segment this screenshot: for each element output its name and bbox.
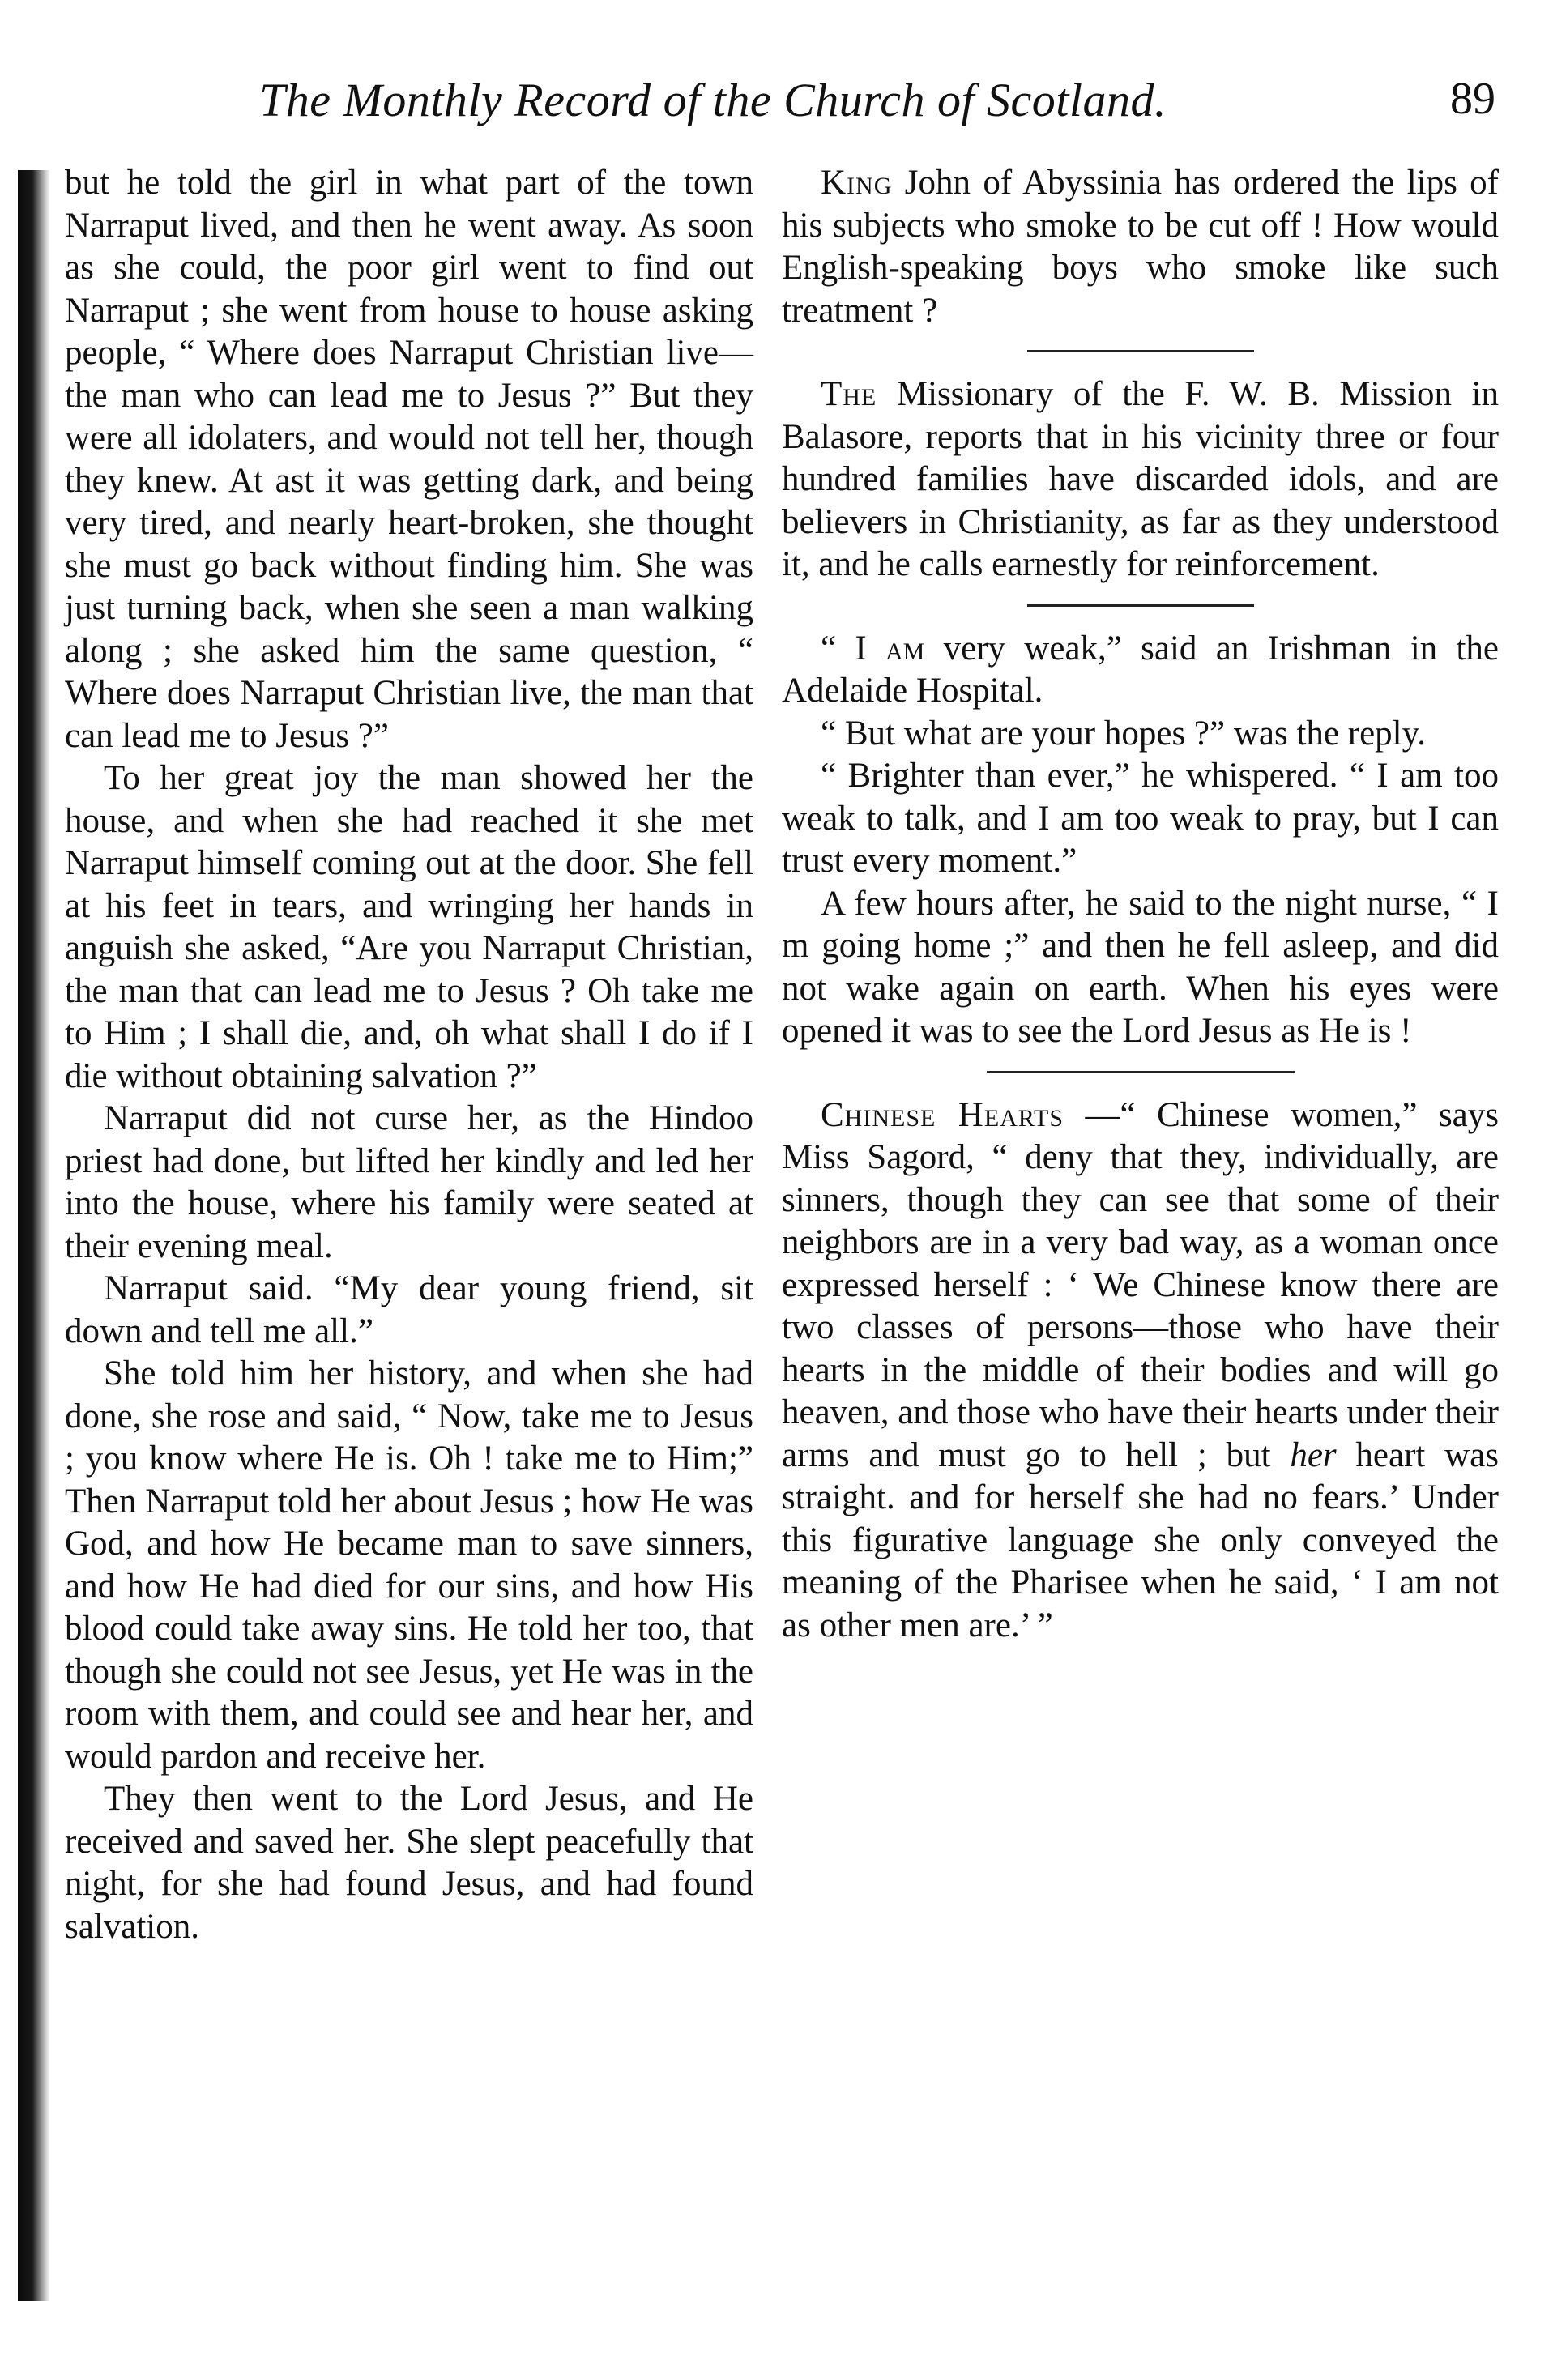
section-divider — [1027, 350, 1254, 352]
paragraph: They then went to the Lord Jesus, and He received and saved her. She slept peacefully that night, for she had found Jesus, and had found salvation. — [65, 1780, 753, 1946]
paragraph: Narraput did not curse her, as the Hindoo priest had done, but lifted her kindly and led her into the house, where his family were seated at their evening meal. — [65, 1099, 753, 1265]
paragraph: A few hours after, he said to the night nurse, “ I m going home ;” and then he fell asleep, and did not wake again on earth. When his eyes were opened it was to see the Lord Jesus as He is ! — [782, 884, 1499, 1050]
section-divider — [1027, 604, 1254, 607]
item-text: heart was straight. and for herself she had no fears.’ Under this figurative language she only conveyed the meaning of the Pharisee when he said, ‘ I am not as other men are.’ ” — [782, 1435, 1499, 1644]
news-item-abyssinia — [782, 162, 1499, 332]
paragraph: but he told the girl in what part of the town Narraput lived, and then he went away. As soon as she could, the poor girl went to find out Narraput ; she went from house to house asking people, “ Where does Narraput Christian live—the man who can lead me to Jesus ?” But they were all idolaters, and would not tell her, though they knew. At ast it was getting dark, and being very tired, and nearly heart-broken, she thought she must go back without finding him. She was just turning back, when she seen a man walking along ; she asked him the same question, “ Where does Narraput Christian live, the man that can lead me to Jesus ?” — [65, 164, 753, 755]
running-head — [0, 73, 1553, 138]
item-text: very weak,” said an Irishman in the Adelaide Hospital. — [782, 629, 1499, 710]
page-number: 89 — [1450, 74, 1495, 124]
paragraph: “ But what are your hopes ?” was the reply. — [821, 714, 1427, 753]
section-divider — [987, 1071, 1295, 1073]
item-lead: King — [821, 164, 893, 202]
paragraph: “ Brighter than ever,” he whispered. “ I am too weak to talk, and I am too weak to pray, but I can trust every moment.” — [782, 757, 1499, 880]
item-lead: Chinese Hearts — [821, 1095, 1064, 1134]
item-text: Missionary of the F. W. B. Mission in Balasore, reports that in his vicinity three or four hundred families have discarded idols, and are believers in Christianity, as far as they understood it, and he calls earnestly for reinforcement. — [782, 375, 1499, 583]
news-item-chinese-hearts — [782, 1094, 1499, 1648]
paragraph: To her great joy the man showed her the house, and when she had reached it she met Narraput himself coming out at the door. She fell at his feet in tears, and wringing her hands in anguish she asked, “Are you Narraput Christian, the man that can lead me to Jesus ? Oh take me to Him ; I shall die, and, oh what shall I do if I die without obtaining salvation ?” — [65, 759, 753, 1095]
running-title: The Monthly Record of the Church of Scotland. — [259, 74, 1167, 126]
emphasis: her — [1290, 1435, 1337, 1474]
news-item-balasore — [782, 373, 1499, 586]
page-binding-edge — [18, 170, 50, 2301]
item-lead: “ I am — [821, 629, 925, 668]
news-item-irishman — [782, 628, 1499, 713]
paragraph: She told him her history, and when she had done, she rose and said, “ Now, take me to Jesus ; you know where He is. Oh ! take me to Him;” Then Narraput told her about Jesus ; how He was God, and how He became man to save sinners, and how He had died for our sins, and how His blood could take away sins. He told her too, that though she could not see Jesus, yet He was in the room with them, and could see and hear her, and would pardon and receive her. — [65, 1354, 753, 1776]
item-text: —“ Chinese women,” says Miss Sagord, “ deny that they, individually, are sinners, though they can see that some of their neighbors are in a very bad way, as a woman once expressed herself : ‘ We Chinese know there are two classes of persons—those who have their hearts in the middle of their bodies and will go heaven, and those who have their hearts under their arms and must go to hell ; but — [782, 1095, 1499, 1474]
paragraph: Narraput said. “My dear young friend, sit down and tell me all.” — [65, 1269, 753, 1350]
item-lead: The — [821, 375, 877, 413]
right-column — [782, 162, 1499, 1647]
item-text: John of Abyssinia has ordered the lips of his subjects who smoke to be cut off ! How would English-speaking boys who smoke like such treatment ? — [782, 164, 1499, 330]
left-column — [65, 162, 753, 1948]
